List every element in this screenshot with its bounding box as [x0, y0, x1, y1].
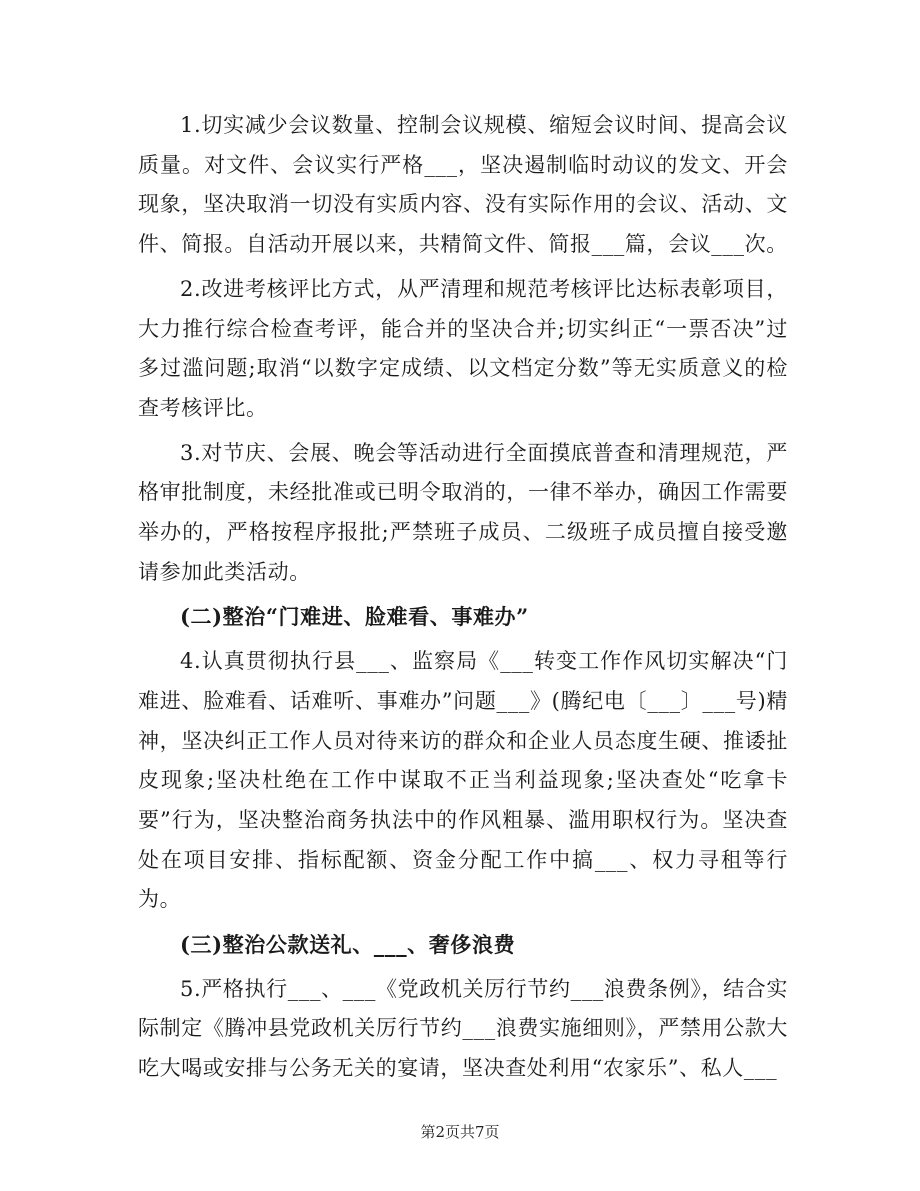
- paragraph-5: 5.严格执行___、___《党政机关厉行节约___浪费条例》，结合实际制定《腾冲县党政机关厉行节约___浪费实施细则》，严禁用公款大吃大喝或安排与公务无关的宴请，坚决查处利用“农家乐”、私人___: [138, 976, 788, 1081]
- section-heading-2: (二)整治“门难进、脸难看、事难办”: [180, 604, 529, 630]
- paragraph-2: 2.改进考核评比方式，从严清理和规范考核评比达标表彰项目，大力推行综合检查考评，能合并的坚决合并;切实纠正“一票否决”过多过滥问题;取消“以数字定成绩、以文档定分数”等无实质意义的检查考核评比。: [138, 276, 788, 420]
- section-heading-3: (三)整治公款送礼、___、奢侈浪费: [180, 932, 516, 958]
- paragraph-1: 1.切实减少会议数量、控制会议规模、缩短会议时间、提高会议质量。对文件、会议实行严格___，坚决遏制临时动议的发文、开会现象，坚决取消一切没有实质内容、没有实际作用的会议、活动、文件、简报。自活动开展以来，共精简文件、简报___篇，会议___次。: [138, 113, 788, 257]
- paragraph-3: 3.对节庆、会展、晚会等活动进行全面摸底普查和清理规范，严格审批制度，未经批准或已明令取消的，一律不举办，确因工作需要举办的，严格按程序报批;严禁班子成员、二级班子成员擅自接受邀请参加此类活动。: [138, 440, 788, 584]
- document-body: [138, 106, 788, 1089]
- paragraph-4: 4.认真贯彻执行县___、监察局《___转变工作作风切实解决“门难进、脸难看、话难听、事难办”问题___》(腾纪电〔___〕___号)精神，坚决纠正工作人员对待来访的群众和企业人员态度生硬、推诿扯皮现象;坚决杜绝在工作中谋取不正当利益现象;坚决查处“吃拿卡要”行为，坚决整治商务执法中的作风粗暴、滥用职权行为。坚决查处在项目安排、指标配额、资金分配工作中搞___、权力寻租等行为。: [138, 649, 788, 912]
- page-number-footer: 第2页共7页: [420, 1123, 500, 1141]
